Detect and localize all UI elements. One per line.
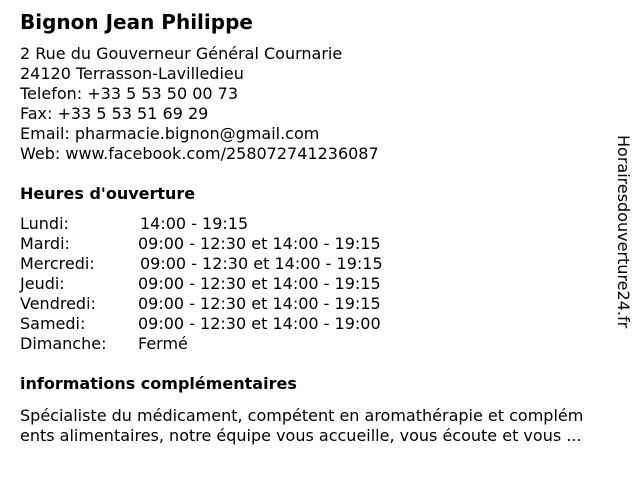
source-watermark: Horairesdouverture24.fr bbox=[614, 135, 633, 329]
day-label: Dimanche: bbox=[20, 334, 107, 353]
phone-number: Telefon: +33 5 53 50 00 73 bbox=[20, 84, 239, 103]
time-range: 09:00 - 12:30 et 14:00 - 19:15 bbox=[140, 254, 383, 273]
address-line-2: 24120 Terrasson-Lavilledieu bbox=[20, 64, 244, 83]
hours-row-tuesday bbox=[20, 234, 440, 254]
day-label: Jeudi: bbox=[20, 274, 65, 293]
hours-row-sunday bbox=[20, 334, 440, 354]
additional-info-heading: informations complémentaires bbox=[20, 374, 297, 393]
time-range: 09:00 - 12:30 et 14:00 - 19:15 bbox=[138, 294, 381, 313]
time-range: 09:00 - 12:30 et 14:00 - 19:15 bbox=[138, 274, 381, 293]
time-range: 14:00 - 19:15 bbox=[140, 214, 249, 233]
day-label: Lundi: bbox=[20, 214, 69, 233]
day-label: Vendredi: bbox=[20, 294, 96, 313]
time-range: 09:00 - 12:30 et 14:00 - 19:15 bbox=[138, 234, 381, 253]
hours-row-saturday bbox=[20, 314, 440, 334]
time-range: 09:00 - 12:30 et 14:00 - 19:00 bbox=[138, 314, 381, 333]
business-name: Bignon Jean Philippe bbox=[20, 10, 253, 34]
description-text bbox=[20, 406, 630, 446]
fax-number: Fax: +33 5 53 51 69 29 bbox=[20, 104, 209, 123]
hours-row-friday bbox=[20, 294, 440, 314]
hours-row-wednesday bbox=[20, 254, 440, 274]
hours-row-monday bbox=[20, 214, 440, 234]
time-range: Fermé bbox=[138, 334, 188, 353]
email-address: Email: pharmacie.bignon@gmail.com bbox=[20, 124, 320, 143]
description-line-1: Spécialiste du médicament, compétent en aromathérapie et complém bbox=[20, 406, 584, 425]
address-line-1: 2 Rue du Gouverneur Général Cournarie bbox=[20, 44, 343, 63]
day-label: Mercredi: bbox=[20, 254, 95, 273]
day-label: Samedi: bbox=[20, 314, 86, 333]
hours-row-thursday bbox=[20, 274, 440, 294]
opening-hours-heading: Heures d'ouverture bbox=[20, 184, 196, 203]
description-line-2: ents alimentaires, notre équipe vous accueille, vous écoute et vous ... bbox=[20, 426, 582, 445]
opening-hours-table bbox=[20, 214, 440, 354]
day-label: Mardi: bbox=[20, 234, 70, 253]
contact-block bbox=[20, 44, 379, 164]
website-url: Web: www.facebook.com/258072741236087 bbox=[20, 144, 379, 163]
